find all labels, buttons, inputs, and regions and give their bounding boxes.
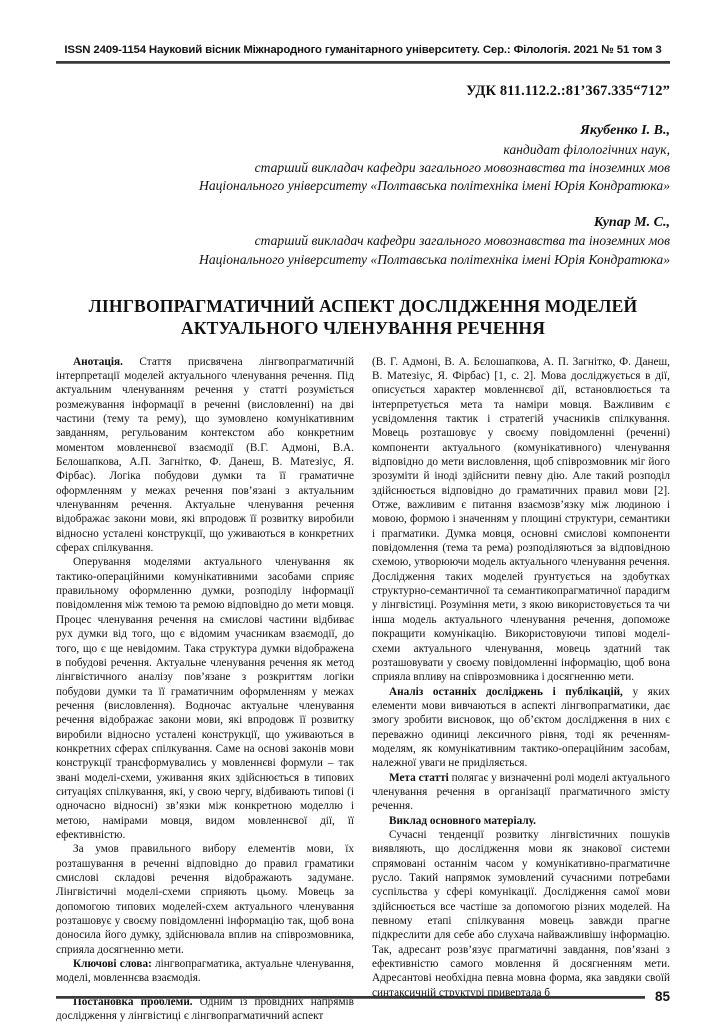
author-name: Якубенко І. В., (580, 123, 670, 138)
left-column (56, 355, 354, 1024)
right-column (372, 355, 670, 1024)
goal-paragraph (372, 771, 670, 814)
author-position: старший викладач кафедри загального мовознавства та іноземних мов (254, 159, 670, 175)
running-head: ISSN 2409-1154 Науковий вісник Міжнародного гуманітарного університету. Сер.: Філологія. 2021 № 51 том 3 (64, 44, 662, 56)
body-columns (56, 355, 670, 1024)
footer-rule (56, 996, 645, 999)
analysis-body: у яких елементи мови вивчаються в аспекті лінгвопрагматики, дає змогу зробити висновок, що об’єктом дослідження в них є переважно одиниці лексичного рівня, тоді як реченням-моделям, як комунікативним тактико-операційним засобам, належної уваги не приділяється. (372, 685, 670, 770)
keywords-paragraph (56, 957, 354, 986)
title-line-1: ЛІНГВОПРАГМАТИЧНИЙ АСПЕКТ ДОСЛІДЖЕННЯ МОДЕЛЕЙ (88, 295, 638, 316)
abstract-paragraph-3: За умов правильного вибору елементів мови, їх розташування в реченні відповідно до правил граматики смислові складові речення відображають задумане. Лінгвістичні моделі-схеми сприяють цьому. Мовець за допомогою типових моделей-схем актуального членування розташовує у своєму повідомленні інформацію так, щоб вона доносила його думку, здійснювала вплив на співрозмовника, сприяла досягненню мети. (56, 843, 354, 956)
body-paragraph-1: (В. Г. Адмоні, В. А. Бєлошапкова, А. П. Загнітко, Ф. Данеш, В. Матезіус, Я. Фірбас) [1, с. 2]. Мова досліджується в дії, описується характер мовленнєвої дії, встановлюється та інтерпретується мета та наміри мовця. Важливим є усвідомлення тактик і стратегій учасників спілкування. Мовець розташовує у своєму повідомленні (реченні) компоненти актуального (комунікативного) членування відповідно до мети висловлення, щоб співрозмовник міг його зрозуміти й іноді здійснити певну дію. Але такий розподіл здійснюється відповідно до граматичних правил мови [2]. Отже, важливим є питання взаємозв’язку між людиною і мовою, формою і значенням у площині структури, семантики і прагматики. Думка мовця, основні смислові компоненти повідомлення (тема та рема) розподіляються за відповідною схемою, утворюючи модель актуального членування речення. Дослідження таких моделей ґрунтується на здобутках структурно-семантичної та семантикопрагматичної парадигм у лінгвістиці. Розуміння мети, з якою використовується та чи інша модель актуального членування речення, допоможе покращити комунікацію. Використовуючи типові моделі-схеми актуального членування, мовець здатний так розташовувати у своєму повідомленні інформацію, щоб вона сприяла впливу на співрозмовника і досягненню мети. (372, 355, 670, 684)
keywords-label: Ключові слова: (73, 958, 152, 971)
author-position: старший викладач кафедри загального мовознавства та іноземних мов (254, 233, 670, 249)
abstract-label: Анотація. (73, 355, 123, 368)
analysis-paragraph (372, 685, 670, 771)
problem-statement-label: Постановка проблеми. (73, 995, 193, 1008)
page-number: 85 (654, 989, 670, 1004)
problem-statement-body: Одним із провідних напрямів дослідження у лінгвістиці є лінгвопрагматичний аспект (56, 995, 354, 1023)
author-affiliation: Національного університету «Полтавська політехніка імені Юрія Кондратюка» (199, 251, 670, 267)
abstract-paragraph-2: Оперування моделями актуального членування як тактико-операційними комунікативними засобами сприяє правильному оформленню думки, розподілу інформації повідомлення між темою та ремою відповідно до мети мовця. Процес членування речення на смислові частини відбиває рух думки від того, що є відомим учасникам взаємодії, до того, що є ще невідомим. Така структура думки відображена в побудові речення. Актуальне членування речення як метод лінгвістичного аналізу пов’язане з розкриттям логіки побудови думки та її граматичним оформленням у межах речення (висловлення). Водночас актуальне членування речення відображає закони мови, які впродовж її розвитку виробили відносно усталені конструкції, що уживаються в конкретних сферах спілкування. Саме на основі законів мови конструкції трансформувались у мовленнєві формули – так звані моделі-схеми, уживання яких здійснюється в типових ситуаціях спілкування, які, у свою чергу, відбивають типові (і одночасно відносні) зв’язки між конкретною моделлю і метою, намірами мовця, видом мовленнєвої дії, її ефективністю. (56, 556, 354, 841)
abstract-body: Стаття присвячена лінгвопрагматичній інтерпретації моделей актуального членування речення. Під актуальним членуванням речення у статті розуміється розмежування інформації в реченні (висловленні) на дві частини (тему та рему), що зумовлено комунікативним завданням, регульованим контекстом або конкретним моментом мовленнєвої взаємодії (В.Г. Адмоні, В.А. Бєлошапкова, А.П. Загнітко, Ф. Данеш, В. Матезіус, Я. Фірбас). Логіка побудови думки та її граматичне оформленням у межах речення пов’язані з актуальним членуванням речення. Актуальне членування речення відображає закони мови, які впродовж її розвитку виробили відносно усталені конструкції, що уживаються в конкретних сферах спілкування. (56, 355, 354, 555)
author-block-1 (56, 122, 670, 195)
author-affiliation: Національного університету «Полтавська політехніка імені Юрія Кондратюка» (199, 177, 670, 193)
udc-code: УДК 811.112.2.:81’367.335“712” (466, 83, 670, 99)
page-title (56, 295, 670, 340)
author-degree: кандидат філологічних наук, (503, 141, 670, 157)
header-rule (56, 61, 670, 64)
abstract-paragraph (56, 355, 354, 556)
author-name: Купар М. С., (593, 214, 670, 230)
body-paragraph-last: Сучасні тенденції розвитку лінгвістичних пошуків виявляють, що дослідження мови як знакової системи спрямовані останнім часом у комунікативно-прагматичне русло. Такий напрямок зумовлений сучасними потребами суспільства у сфері комунікації. Дослідження самої мови здійснюється все частіше за допомогою різних моделей. На певному етапі спілкування мовець завжди прагне підкреслити для себе або слухача найважливішу інформацію. Так, адресант розв’язує прагматичні завдання, пов’язані з ефективністю самого мовлення й досягненням мети. Адресантові необхідна певна мовна форма, яка завдяки своїй синтаксичній структурі привертала б (372, 828, 670, 999)
analysis-label: Аналіз останніх досліджень і публікацій, (389, 685, 623, 698)
body-section-label: Виклад основного матеріалу. (389, 814, 536, 827)
page-footer (56, 989, 670, 1006)
body-section-heading (372, 814, 670, 828)
title-line-2: АКТУАЛЬНОГО ЧЛЕНУВАННЯ РЕЧЕННЯ (180, 318, 546, 339)
goal-body: полягає у визначенні ролі моделі актуального членування речення в організації прагматичного змісту речення. (372, 771, 670, 813)
author-block-2 (56, 214, 670, 269)
goal-label: Мета статті (389, 771, 449, 784)
keywords-body: лінгвопрагматика, актуальне членування, моделі, мовленнєва взаємодія. (56, 958, 354, 985)
